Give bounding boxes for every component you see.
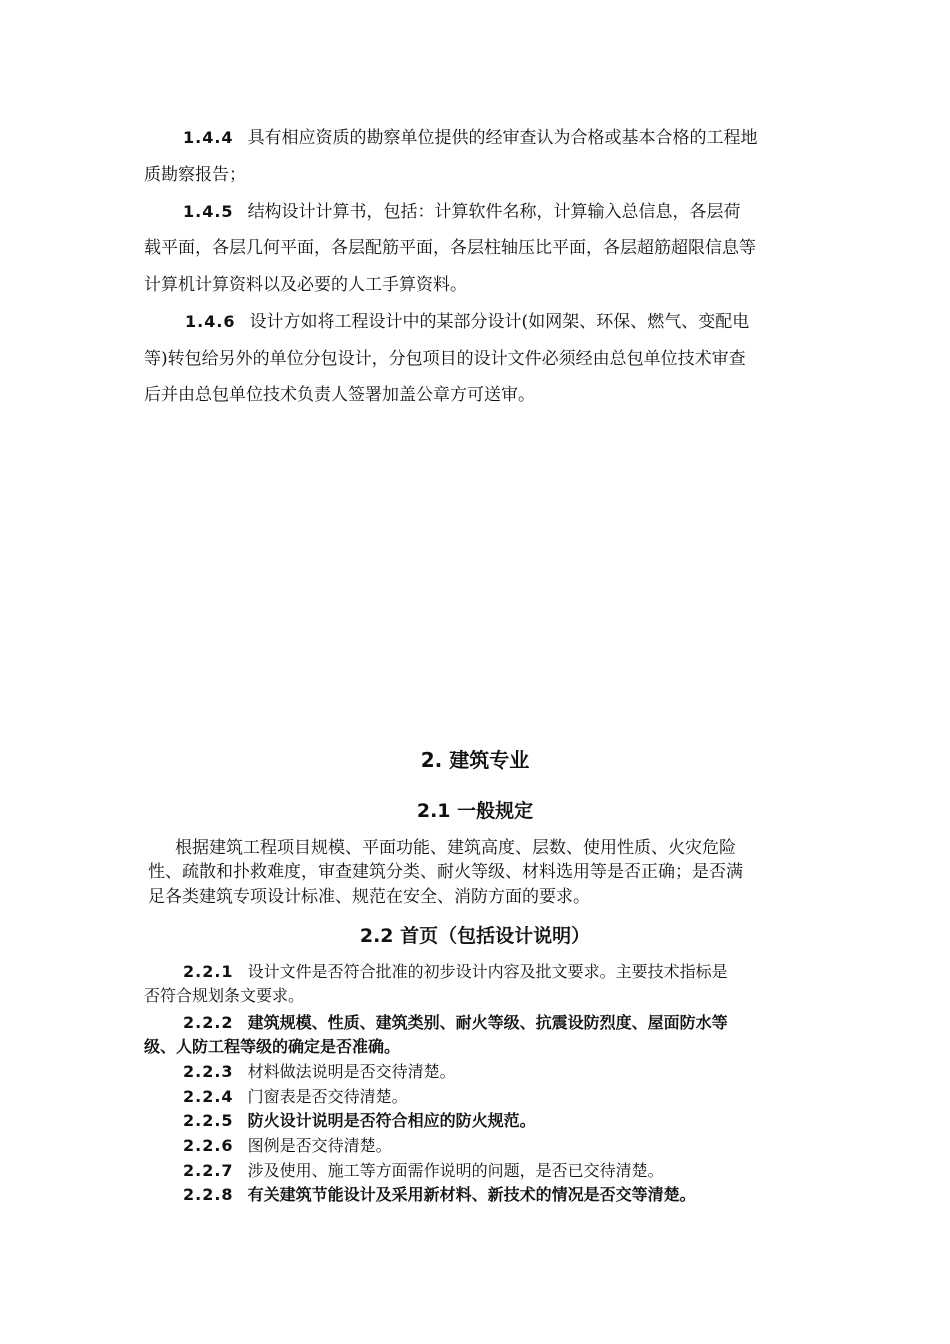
clause-1-4-5-line3: 计算机计算资料以及必要的人工手算资料。 bbox=[144, 275, 467, 295]
clause-2-2-2-line1 bbox=[183, 1012, 728, 1034]
clause-text: 结构设计计算书，包括：计算软件名称，计算输入总信息，各层荷 bbox=[247, 202, 741, 222]
clause-1-4-4-line2: 质勘察报告； bbox=[144, 165, 246, 185]
clause-text: 涉及使用、施工等方面需作说明的问题，是否已交待清楚。 bbox=[247, 1161, 664, 1180]
clause-number: 1.4.5 bbox=[183, 202, 234, 221]
clause-2-2-3 bbox=[183, 1061, 456, 1083]
clause-1-4-6-line3: 后并由总包单位技术负责人签署加盖公章方可送审。 bbox=[144, 385, 535, 405]
clause-2-2-8 bbox=[183, 1184, 696, 1206]
clause-1-4-6-line2: 等)转包给另外的单位分包设计，分包项目的设计文件必须经由总包单位技术审查 bbox=[144, 349, 746, 369]
clause-2-2-1-line2: 否符合规划条文要求。 bbox=[144, 986, 305, 1005]
clause-number: 2.2.6 bbox=[183, 1136, 234, 1155]
chapter-title: 2. 建筑专业 bbox=[420, 748, 530, 772]
section-2-1-title: 2.1 一般规定 bbox=[416, 800, 534, 822]
clause-text: 材料做法说明是否交待清楚。 bbox=[247, 1062, 456, 1081]
section-2-1-para-line2: 性、疏散和扑救难度，审查建筑分类、耐火等级、材料选用等是否正确；是否满 bbox=[148, 862, 743, 882]
clause-text: 设计方如将工程设计中的某部分设计(如网架、环保、燃气、变配电 bbox=[249, 312, 750, 332]
clause-number: 1.4.4 bbox=[183, 128, 234, 147]
section-2-1-para-line3: 足各类建筑专项设计标准、规范在安全、消防方面的要求。 bbox=[148, 887, 590, 907]
clause-2-2-1-line1 bbox=[183, 961, 728, 983]
clause-number: 1.4.6 bbox=[185, 312, 236, 331]
clause-text: 门窗表是否交待清楚。 bbox=[247, 1087, 408, 1106]
clause-number: 2.2.5 bbox=[183, 1111, 234, 1130]
clause-number: 2.2.4 bbox=[183, 1087, 234, 1106]
clause-number: 2.2.1 bbox=[183, 962, 234, 981]
clause-text: 有关建筑节能设计及采用新材料、新技术的情况是否交等清楚。 bbox=[247, 1185, 696, 1204]
clause-2-2-2-line2: 级、人防工程等级的确定是否准确。 bbox=[144, 1037, 401, 1056]
clause-number: 2.2.8 bbox=[183, 1185, 234, 1204]
clause-2-2-7 bbox=[183, 1160, 664, 1182]
clause-1-4-5-line1 bbox=[183, 200, 741, 224]
clause-text: 设计文件是否符合批准的初步设计内容及批文要求。主要技术指标是 bbox=[247, 962, 728, 981]
clause-text: 防火设计说明是否符合相应的防火规范。 bbox=[247, 1111, 536, 1130]
clause-number: 2.2.2 bbox=[183, 1013, 234, 1032]
clause-number: 2.2.3 bbox=[183, 1062, 234, 1081]
clause-1-4-5-line2: 载平面，各层几何平面，各层配筋平面，各层柱轴压比平面，各层超筋超限信息等 bbox=[144, 238, 756, 258]
clause-1-4-6-line1 bbox=[185, 310, 749, 334]
section-2-1-para-line1: 根据建筑工程项目规模、平面功能、建筑高度、层数、使用性质、火灾危险 bbox=[175, 838, 736, 858]
clause-2-2-6 bbox=[183, 1135, 392, 1157]
clause-2-2-4 bbox=[183, 1086, 408, 1108]
clause-number: 2.2.7 bbox=[183, 1161, 234, 1180]
clause-text: 图例是否交待清楚。 bbox=[247, 1136, 392, 1155]
section-2-2-title: 2.2 首页（包括设计说明） bbox=[359, 925, 591, 947]
clause-1-4-4-line1 bbox=[183, 126, 758, 150]
clause-2-2-5 bbox=[183, 1110, 536, 1132]
clause-text: 具有相应资质的勘察单位提供的经审查认为合格或基本合格的工程地 bbox=[247, 128, 758, 148]
clause-text: 建筑规模、性质、建筑类别、耐火等级、抗震设防烈度、屋面防水等 bbox=[247, 1013, 728, 1032]
